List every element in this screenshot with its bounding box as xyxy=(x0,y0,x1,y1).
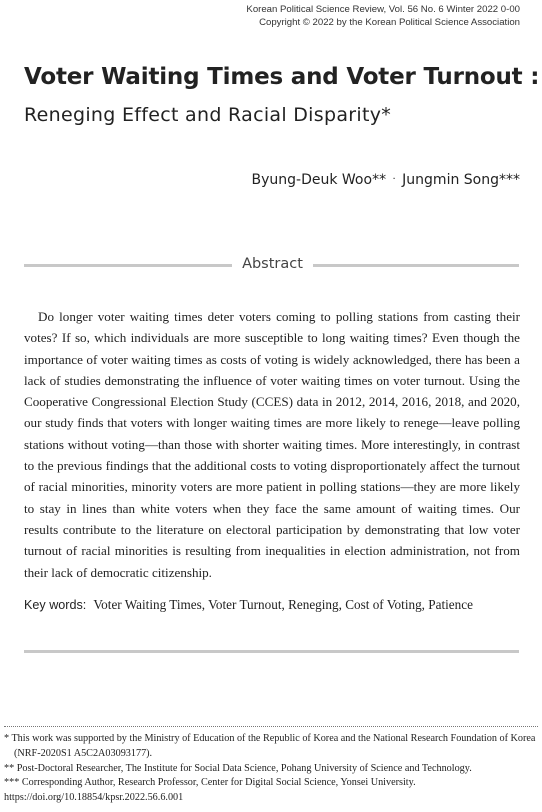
abstract-bottom-rule xyxy=(24,650,519,653)
author-separator: · xyxy=(392,174,396,185)
journal-citation: Korean Political Science Review, Vol. 56 No. 6 Winter 2022 0-00 xyxy=(246,4,520,15)
abstract-rule-right xyxy=(313,264,519,267)
abstract-heading: Abstract xyxy=(242,256,303,272)
abstract-rule-left xyxy=(24,264,232,267)
paper-title: Voter Waiting Times and Voter Turnout : xyxy=(24,64,540,90)
keywords-line xyxy=(24,597,524,613)
author-song: Jungmin Song*** xyxy=(402,172,520,188)
footnote-author-woo: ** Post-Doctoral Researcher, The Institute for Social Data Science, Pohang University of Science and Technology. xyxy=(4,762,472,774)
footnotes xyxy=(4,732,540,806)
abstract-body: Do longer voter waiting times deter voters coming to polling stations from casting their votes? If so, which individuals are more susceptible to long waiting times? Even though the importance of voter waiting times as costs of voting is widely acknowledged, there has been a lack of studies demonstrating the influence of voter waiting times on voter turnout. Using the Cooperative Congressional Election Study (CCES) data in 2012, 2014, 2016, 2018, and 2020, our study finds that voters with longer waiting times are more likely to renege—leave polling stations without voting—than those with shorter waiting times. More interestingly, in contrast to the previous findings that the additional costs to voting disproportionately affect the turnout of racial minorities, minority voters are more patient in polling stations—they are more likely to stay in lines than white voters when they face the same amount of waiting times. Our results contribute to the literature on electoral participation by demonstrating that low voter turnout of racial minorities is resulting from inequalities in election administration, not from their lack of democratic citizenship. xyxy=(24,309,520,580)
footnote-funding: * This work was supported by the Ministry of Education of the Republic of Korea and the National Research Foundation of Korea (NRF-2020S1 A5C2A03093177). xyxy=(4,733,536,759)
author-line xyxy=(252,172,520,188)
journal-header xyxy=(246,3,520,29)
author-woo: Byung-Deuk Woo** xyxy=(251,172,387,188)
paper-subtitle: Reneging Effect and Racial Disparity* xyxy=(24,104,392,126)
journal-copyright: Copyright © 2022 by the Korean Political Science Association xyxy=(259,17,520,28)
footnote-divider xyxy=(4,726,538,727)
footnote-author-song: *** Corresponding Author, Research Professor, Center for Digital Social Science, Yonsei University. xyxy=(4,777,416,789)
keywords-label: Key words: xyxy=(24,598,87,612)
keywords-list: Voter Waiting Times, Voter Turnout, Reneging, Cost of Voting, Patience xyxy=(93,597,473,612)
doi-link[interactable]: https://doi.org/10.18854/kpsr.2022.56.6.001 xyxy=(4,792,184,804)
